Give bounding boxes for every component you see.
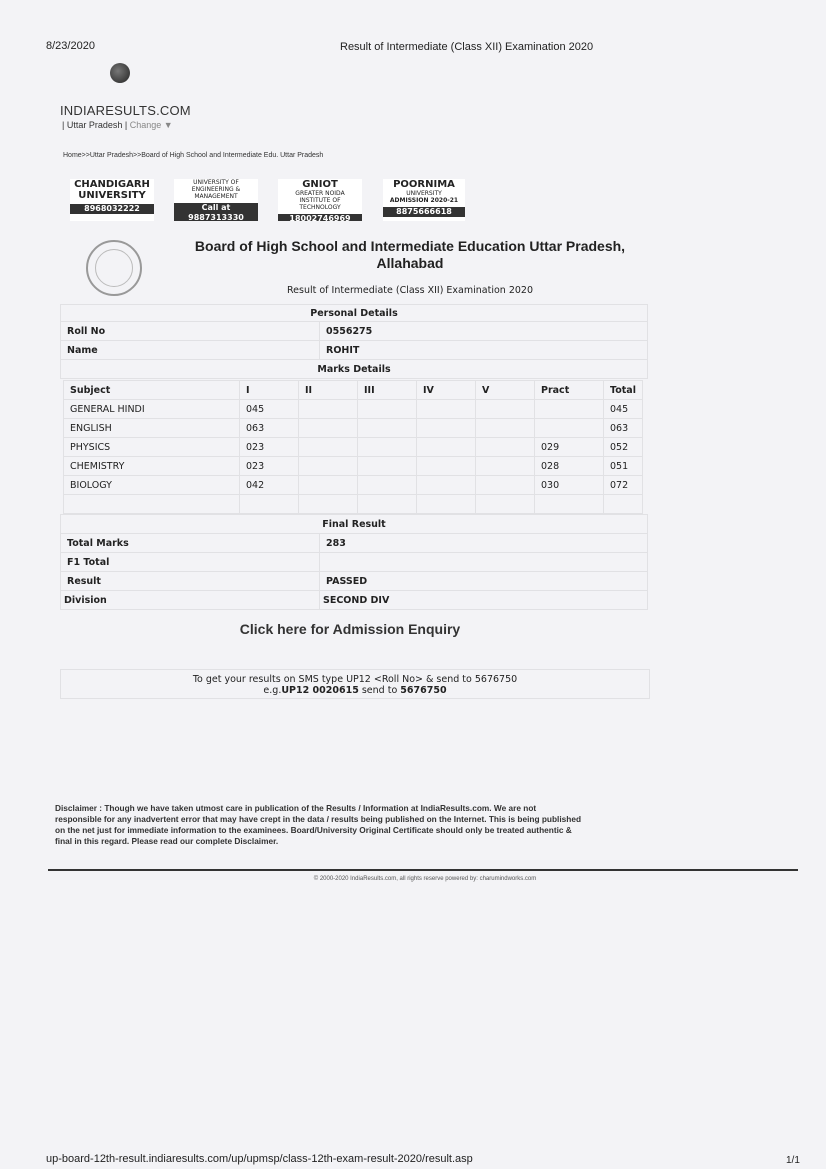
marks-cell <box>535 400 604 419</box>
marks-cell <box>358 438 417 457</box>
ad-phone: 18002746969 <box>278 214 362 221</box>
ad-phone: Call at 9887313330 <box>174 203 258 221</box>
ad-phone: 8968032222 <box>70 204 154 214</box>
marks-cell: 045 <box>604 400 643 419</box>
table-row <box>64 457 643 476</box>
ad-line2: UNIVERSITY <box>78 190 146 201</box>
marks-cell <box>604 495 643 514</box>
marks-cell <box>299 419 358 438</box>
print-url: up-board-12th-result.indiaresults.com/up/upmsp/class-12th-exam-result-2020/result.asp <box>46 1153 473 1165</box>
ad-line1: POORNIMA <box>393 179 455 190</box>
sms-example-code: UP12 0020615 <box>281 685 359 696</box>
marks-table <box>63 380 643 514</box>
marks-cell: 063 <box>240 419 299 438</box>
breadcrumb[interactable]: Home>>Uttar Pradesh>>Board of High School and Intermediate Edu. Uttar Pradesh <box>63 152 324 159</box>
ad-line3: ADMISSION 2020-21 <box>389 197 459 204</box>
sms-example-prefix: e.g. <box>263 685 282 696</box>
subject-cell: BIOLOGY <box>64 476 240 495</box>
table-row <box>64 438 643 457</box>
marks-cell <box>476 400 535 419</box>
ad-line2: UNIVERSITY <box>406 190 442 197</box>
division-value: SECOND DIV <box>320 591 648 610</box>
marks-cell <box>299 476 358 495</box>
marks-cell <box>417 495 476 514</box>
board-seal-icon <box>86 240 142 296</box>
col-header: II <box>299 381 358 400</box>
ad-line2: ENGINEERING & <box>191 186 241 193</box>
table-row <box>64 400 643 419</box>
col-header: Total <box>604 381 643 400</box>
col-header: Pract <box>535 381 604 400</box>
ad-phone: 8875666618 <box>383 207 465 217</box>
marks-cell <box>358 476 417 495</box>
marks-cell <box>299 438 358 457</box>
marks-cell <box>417 419 476 438</box>
ad-line1: GNIOT <box>302 179 338 190</box>
marks-cell: 029 <box>535 438 604 457</box>
personal-details-table <box>60 304 648 379</box>
marks-cell <box>240 495 299 514</box>
print-page-number: 1/1 <box>786 1155 800 1166</box>
marks-cell <box>476 419 535 438</box>
ad-banner-poornima[interactable] <box>383 179 465 221</box>
board-title: Board of High School and Intermediate Education Uttar Pradesh, Allahabad <box>194 238 626 271</box>
print-date: 8/23/2020 <box>46 40 95 52</box>
col-header: I <box>240 381 299 400</box>
ad-line3: MANAGEMENT <box>194 193 238 200</box>
section-heading: Final Result <box>61 515 648 534</box>
marks-cell <box>476 476 535 495</box>
table-row <box>64 419 643 438</box>
subject-cell: ENGLISH <box>64 419 240 438</box>
marks-cell <box>476 438 535 457</box>
f1-total-label: F1 Total <box>61 553 320 572</box>
subject-cell: PHYSICS <box>64 438 240 457</box>
marks-cell <box>417 438 476 457</box>
table-row <box>64 476 643 495</box>
state-label: | Uttar Pradesh | <box>62 120 128 130</box>
ad-banner-uem[interactable] <box>174 179 258 221</box>
marks-cell: 045 <box>240 400 299 419</box>
ad-banner-chandigarh[interactable] <box>70 179 154 221</box>
marks-header-row <box>64 381 643 400</box>
sms-instruction: To get your results on SMS type UP12 <Roll No> & send to 5676750 <box>192 674 518 685</box>
final-result-table <box>60 514 648 610</box>
copyright-text: © 2000-2020 IndiaResults.com, all rights reserve powered by: charumindworks.com <box>313 876 537 882</box>
marks-cell <box>417 400 476 419</box>
table-row <box>64 495 643 514</box>
change-state-link[interactable]: Change ▼ <box>129 120 173 130</box>
marks-cell: 028 <box>535 457 604 476</box>
marks-cell: 023 <box>240 438 299 457</box>
marks-cell <box>358 457 417 476</box>
marks-cell: 023 <box>240 457 299 476</box>
marks-cell <box>535 495 604 514</box>
subject-cell: CHEMISTRY <box>64 457 240 476</box>
section-heading: Marks Details <box>61 360 648 379</box>
sms-info-box <box>60 669 650 699</box>
total-marks-label: Total Marks <box>61 534 320 553</box>
marks-cell <box>476 457 535 476</box>
roll-label: Roll No <box>61 322 320 341</box>
marks-cell <box>299 495 358 514</box>
name-value: ROHIT <box>320 341 648 360</box>
admission-enquiry-link[interactable]: Click here for Admission Enquiry <box>239 621 461 637</box>
marks-cell: 063 <box>604 419 643 438</box>
ad-line1: CHANDIGARH <box>74 179 150 190</box>
col-header: IV <box>417 381 476 400</box>
marks-cell <box>299 400 358 419</box>
marks-cell <box>299 457 358 476</box>
subject-cell: GENERAL HINDI <box>64 400 240 419</box>
roll-value: 0556275 <box>320 322 648 341</box>
sms-example <box>61 685 649 696</box>
marks-cell: 051 <box>604 457 643 476</box>
marks-cell <box>358 419 417 438</box>
marks-cell <box>417 476 476 495</box>
marks-cell: 030 <box>535 476 604 495</box>
result-value: PASSED <box>320 572 648 591</box>
marks-cell <box>358 495 417 514</box>
section-heading: Personal Details <box>61 305 648 322</box>
sms-example-mid: send to <box>358 685 401 696</box>
print-title: Result of Intermediate (Class XII) Examination 2020 <box>340 41 594 53</box>
marks-cell <box>417 457 476 476</box>
site-logo-icon[interactable] <box>110 63 130 83</box>
subject-cell <box>64 495 240 514</box>
marks-cell: 072 <box>604 476 643 495</box>
ad-banner-gniot[interactable] <box>278 179 362 221</box>
total-marks-value: 283 <box>320 534 648 553</box>
disclaimer-text: Disclaimer : Though we have taken utmost care in publication of the Results / Information at IndiaResults.com. We are not responsible for any inadvertent error that may have crept in the data / results being published on the Internet. This is being published on the net just for immediate information to the examinees. Board/University Original Certificate should only be treated authentic & final in this regard. Please read our complete Disclaimer. <box>55 803 582 846</box>
ad-line3: INSTITUTE OF TECHNOLOGY <box>299 197 341 211</box>
division-label: Division <box>61 591 320 610</box>
sms-example-number: 5676750 <box>400 685 447 696</box>
col-header: Subject <box>64 381 240 400</box>
state-selector <box>62 120 173 130</box>
marks-cell: 052 <box>604 438 643 457</box>
marks-cell <box>358 400 417 419</box>
footer-divider <box>48 869 798 871</box>
result-label: Result <box>61 572 320 591</box>
f1-total-value <box>320 553 648 572</box>
name-label: Name <box>61 341 320 360</box>
ad-line2: GREATER NOIDA <box>295 190 345 197</box>
col-header: III <box>358 381 417 400</box>
col-header: V <box>476 381 535 400</box>
marks-cell <box>535 419 604 438</box>
marks-cell <box>476 495 535 514</box>
ad-line1: UNIVERSITY OF <box>193 179 239 186</box>
result-subtitle: Result of Intermediate (Class XII) Examination 2020 <box>287 285 533 296</box>
site-logo-text[interactable]: INDIARESULTS.COM <box>60 103 191 118</box>
marks-cell: 042 <box>240 476 299 495</box>
